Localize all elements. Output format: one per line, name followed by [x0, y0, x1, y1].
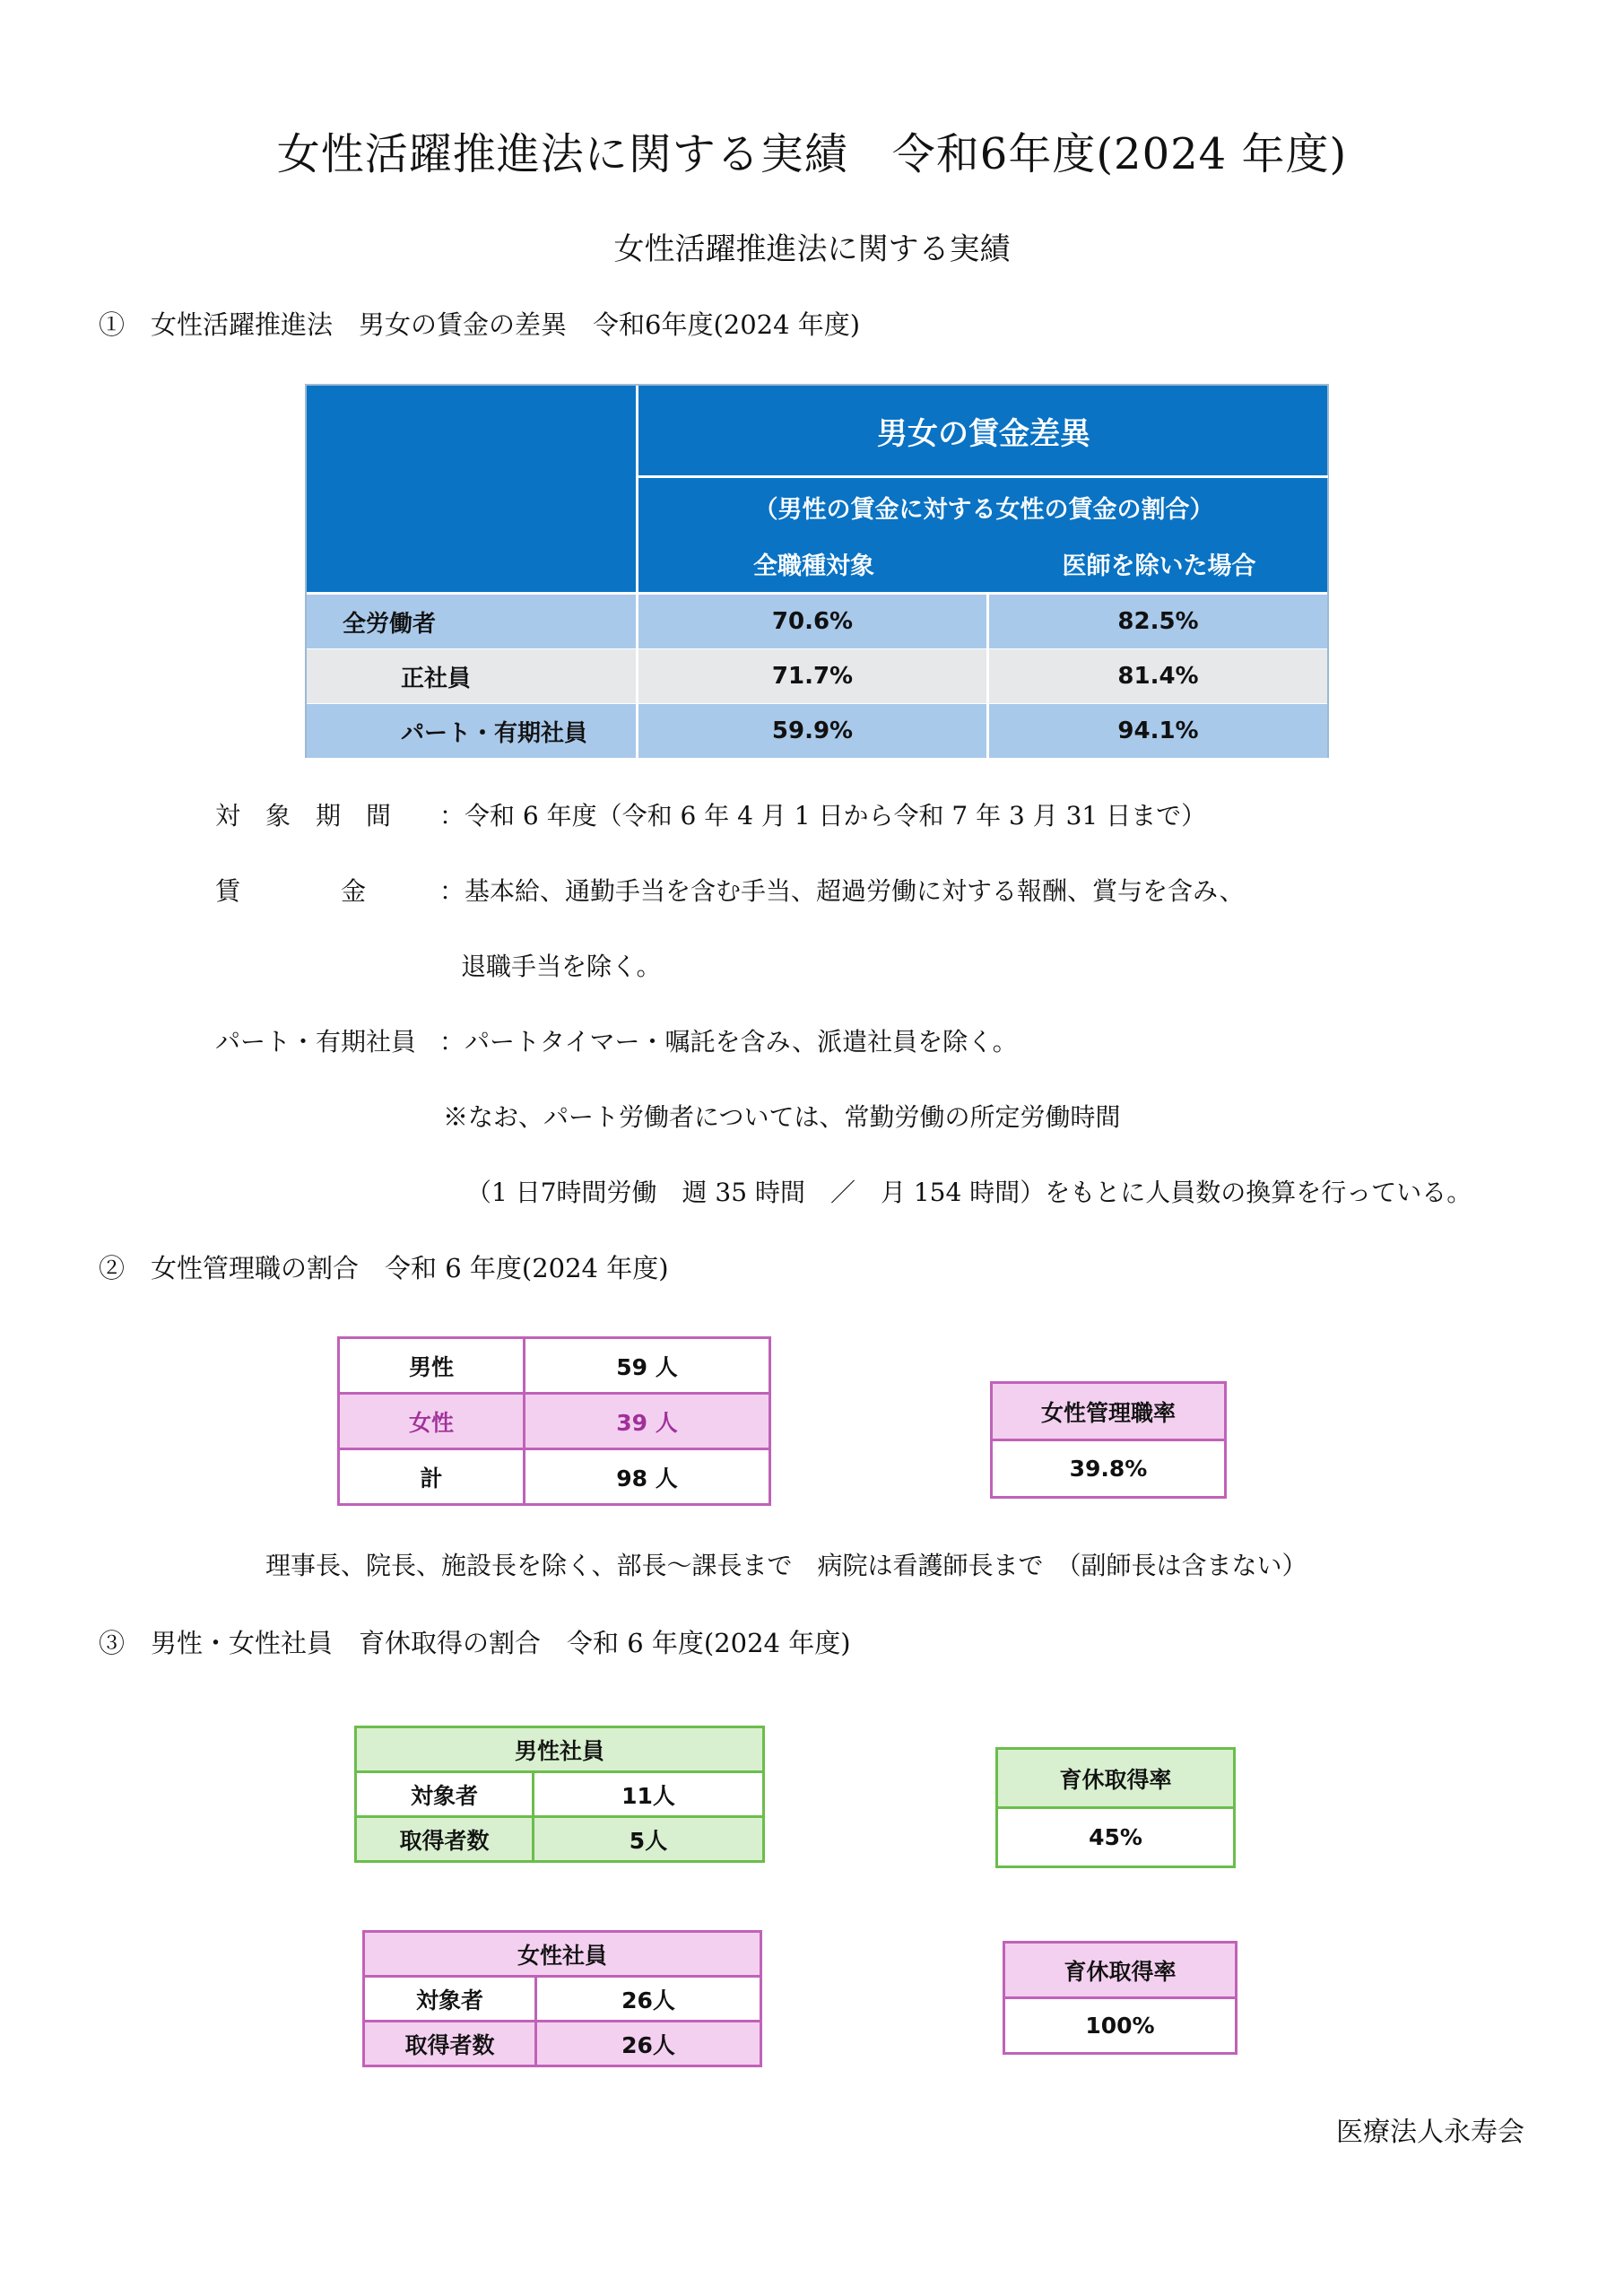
footer-organization: 医療法人永寿会 [1336, 2117, 1524, 2148]
wage-col-all: 全職種対象 [753, 552, 874, 580]
table-row [356, 1817, 764, 1862]
female-target-value: 26人 [536, 1977, 761, 2022]
manager-label: 男性 [339, 1338, 525, 1394]
remark-1: ※なお、パート労働者については、常勤労働の所定労働時間 [443, 1102, 1121, 1132]
wage-row-excl: 94.1% [986, 704, 1327, 758]
table-row [364, 2022, 761, 2066]
female-taken-label: 取得者数 [364, 2022, 536, 2066]
section1-heading: ① 女性活躍推進法 男女の賃金の差異 令和6年度(2024 年度) [99, 309, 861, 340]
wage-text-2: 退職手当を除く。 [461, 952, 662, 981]
section3-heading: ③ 男性・女性社員 育休取得の割合 令和 6 年度(2024 年度) [99, 1628, 851, 1658]
wage-row-label: パート・有期社員 [401, 719, 588, 747]
female-leave-table [362, 1930, 762, 2067]
manager-rate-table [990, 1381, 1227, 1499]
section2-heading: ② 女性管理職の割合 令和 6 年度(2024 年度) [99, 1253, 669, 1283]
table-row [339, 1394, 770, 1449]
manager-note: 理事長、院長、施設長を除く、部長～課長まで 病院は看護師長まで （副師長は含まない） [265, 1551, 1307, 1580]
wage-row [307, 595, 1327, 648]
female-rate-label: 育休取得率 [1004, 1943, 1237, 1998]
wage-row-excl: 82.5% [986, 595, 1327, 648]
period-label: 対 象 期 間 [215, 801, 392, 831]
female-rate-table [1003, 1941, 1238, 2055]
wage-label: 賃 金 [215, 876, 367, 906]
wage-text: ：基本給、通勤手当を含む手当、超過労働に対する報酬、賞与を含み、 [439, 876, 1245, 906]
table-row [364, 1977, 761, 2022]
male-target-label: 対象者 [356, 1772, 534, 1817]
wage-gap-table [305, 384, 1329, 758]
manager-value: 98 人 [525, 1449, 770, 1505]
manager-rate-label: 女性管理職率 [992, 1383, 1226, 1440]
remark-2: （1 日7時間労働 週 35 時間 ／ 月 154 時間）をもとに人員数の換算を行っている。 [466, 1178, 1472, 1207]
wage-row-label: 全労働者 [343, 610, 437, 638]
manager-rate-value: 39.8% [992, 1440, 1226, 1498]
wage-col-excl: 医師を除いた場合 [1062, 552, 1256, 580]
female-rate-value: 100% [1004, 1998, 1237, 2054]
male-rate-label: 育休取得率 [997, 1749, 1235, 1808]
wage-row [307, 704, 1327, 758]
wage-row [307, 649, 1327, 703]
manager-value: 59 人 [525, 1338, 770, 1394]
manager-table [337, 1336, 771, 1506]
wage-row-label: 正社員 [401, 665, 472, 692]
female-taken-value: 26人 [536, 2022, 761, 2066]
table-row [339, 1449, 770, 1505]
male-target-value: 11人 [534, 1772, 764, 1817]
male-rate-value: 45% [997, 1808, 1235, 1867]
male-rate-table [995, 1747, 1236, 1868]
manager-label: 計 [339, 1449, 525, 1505]
wage-row-all: 59.9% [636, 704, 986, 758]
wage-header-sub: （男性の賃金に対する女性の賃金の割合） [753, 496, 1214, 524]
wage-row-excl: 81.4% [986, 649, 1327, 703]
manager-label: 女性 [339, 1394, 525, 1449]
male-taken-label: 取得者数 [356, 1817, 534, 1862]
male-leave-table [354, 1726, 765, 1863]
wage-row-all: 71.7% [636, 649, 986, 703]
part-text: ：パートタイマー・嘱託を含み、派遣社員を除く。 [439, 1027, 1018, 1057]
page-title: 女性活躍推進法に関する実績 令和6年度(2024 年度) [276, 129, 1348, 179]
male-taken-value: 5人 [534, 1817, 764, 1862]
wage-row-all: 70.6% [636, 595, 986, 648]
period-text: ：令和 6 年度（令和 6 年 4 月 1 日から令和 7 年 3 月 31 日まで） [439, 801, 1207, 831]
table-row [356, 1772, 764, 1817]
female-title: 女性社員 [364, 1932, 761, 1977]
table-row [339, 1338, 770, 1394]
manager-value: 39 人 [525, 1394, 770, 1449]
wage-header-main: 男女の賃金差異 [877, 415, 1090, 452]
part-label: パート・有期社員 [215, 1027, 417, 1057]
female-target-label: 対象者 [364, 1977, 536, 2022]
page-subtitle: 女性活躍推進法に関する実績 [613, 231, 1011, 267]
male-title: 男性社員 [356, 1727, 764, 1772]
